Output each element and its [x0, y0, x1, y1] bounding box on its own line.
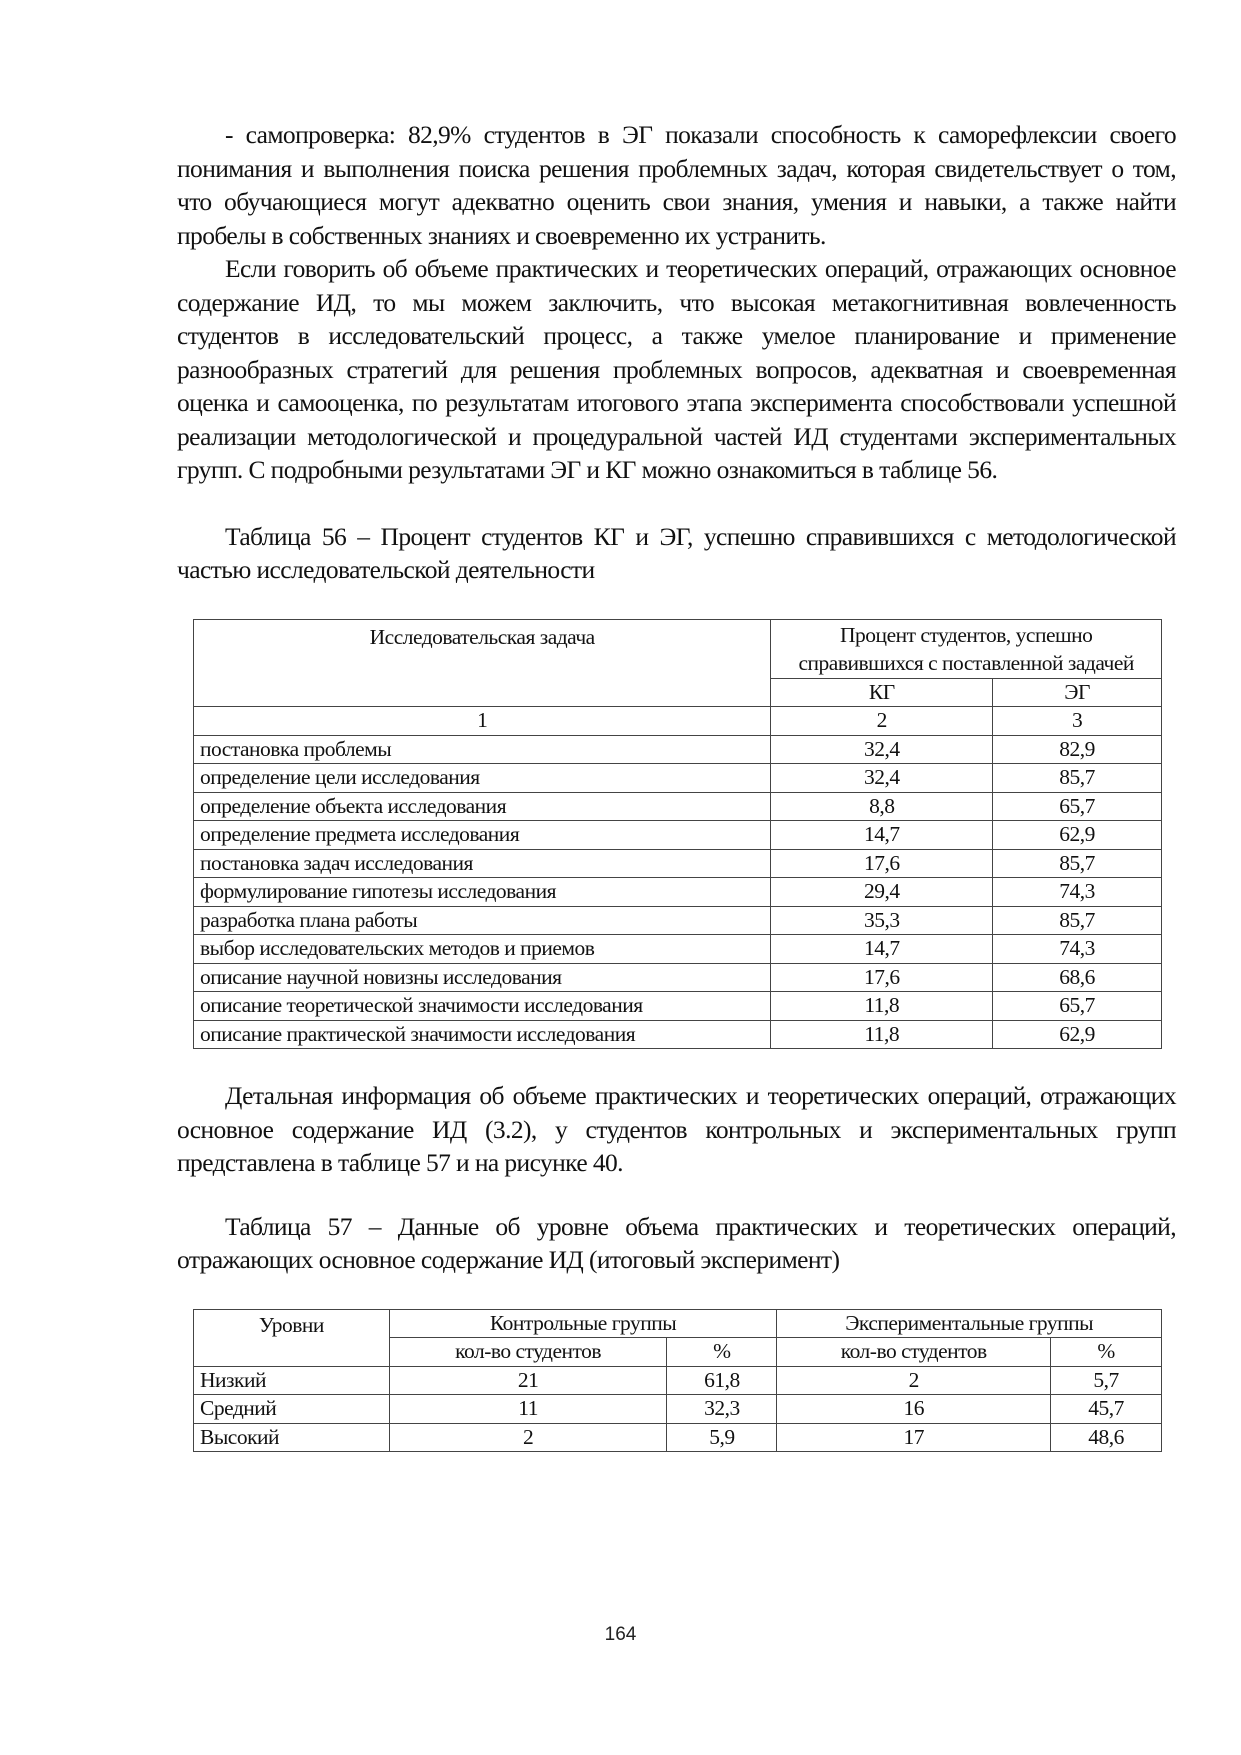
eg-cell: 85,7 — [993, 906, 1162, 935]
kg-cell: 17,6 — [771, 963, 993, 992]
table57-caption: Таблица 57 – Данные об уровне объема практических и теоретических операций, отражающих основное содержание ИД (итоговый эксперимент) — [177, 1211, 1176, 1274]
eg-percent-cell: 48,6 — [1051, 1423, 1162, 1452]
paragraph-self-check: - самопроверка: 82,9% студентов в ЭГ показали способность к саморефлексии своего понимания и выполнения поиска решения проблемных задач, которая свидетельствует о том, что обучающиеся могут адекватно оценить свои знания, умения и навыки, а также найти пробелы в собственных знаниях и своевременно их устранить. — [177, 120, 1176, 250]
kg-cell: 11,8 — [771, 1020, 993, 1049]
kg-cell: 17,6 — [771, 849, 993, 878]
kg-percent-cell: 61,8 — [667, 1366, 777, 1395]
kg-cell: 32,4 — [771, 764, 993, 793]
header-levels: Уровни — [194, 1309, 390, 1366]
kg-percent-cell: 32,3 — [667, 1395, 777, 1424]
col-number: 2 — [771, 707, 993, 736]
header-kg-count: кол-во студентов — [389, 1338, 667, 1367]
eg-cell: 74,3 — [993, 878, 1162, 907]
eg-cell: 82,9 — [993, 735, 1162, 764]
task-cell: описание научной новизны исследования — [194, 963, 771, 992]
eg-cell: 65,7 — [993, 992, 1162, 1021]
table-57 — [193, 1309, 1162, 1453]
header-experimental-groups: Экспериментальные группы — [777, 1309, 1162, 1338]
level-cell: Средний — [194, 1395, 390, 1424]
table-row — [194, 963, 1162, 992]
col-number: 1 — [194, 707, 771, 736]
table-row — [194, 1020, 1162, 1049]
kg-count-cell: 2 — [389, 1423, 667, 1452]
task-cell: разработка плана работы — [194, 906, 771, 935]
eg-cell: 62,9 — [993, 1020, 1162, 1049]
table-row — [194, 764, 1162, 793]
table-row — [194, 1423, 1162, 1452]
level-cell: Высокий — [194, 1423, 390, 1452]
task-cell: формулирование гипотезы исследования — [194, 878, 771, 907]
kg-cell: 32,4 — [771, 735, 993, 764]
eg-cell: 68,6 — [993, 963, 1162, 992]
kg-cell: 11,8 — [771, 992, 993, 1021]
eg-cell: 65,7 — [993, 792, 1162, 821]
paragraph-detail-info: Детальная информация об объеме практических и теоретических операций, отражающих основное содержание ИД (3.2), у студентов контрольных и экспериментальных групп представлена в таблице 57 и на рисунке 40. — [177, 1081, 1176, 1177]
task-cell: выбор исследовательских методов и приемов — [194, 935, 771, 964]
table56-numbering-row — [194, 707, 1162, 736]
table-row — [194, 1366, 1162, 1395]
table56-header-row — [194, 619, 1162, 678]
eg-cell: 62,9 — [993, 821, 1162, 850]
eg-cell: 85,7 — [993, 849, 1162, 878]
task-cell: описание практической значимости исследования — [194, 1020, 771, 1049]
table-row — [194, 906, 1162, 935]
kg-cell: 8,8 — [771, 792, 993, 821]
paragraph-conclusion: Если говорить об объеме практических и теоретических операций, отражающих основное содержание ИД, то мы можем заключить, что высокая метакогнитивная вовлеченность студентов в исследовательский процесс, а также умелое планирование и применение разнообразных стратегий для решения проблемных вопросов, адекватная и своевременная оценка и самооценка, по результатам итогового этапа эксперимента способствовали успешной реализации методологической и процедуральной частей ИД студентами экспериментальных групп. С подробными результатами ЭГ и КГ можно ознакомиться в таблице 56. — [177, 254, 1176, 484]
header-percent: Процент студентов, успешно справившихся с поставленной задачей — [771, 619, 1162, 678]
header-eg-percent: % — [1051, 1338, 1162, 1367]
task-cell: определение предмета исследования — [194, 821, 771, 850]
table56-caption: Таблица 56 – Процент студентов КГ и ЭГ, успешно справившихся с методологической частью исследовательской деятельности — [177, 521, 1176, 584]
eg-cell: 74,3 — [993, 935, 1162, 964]
kg-count-cell: 21 — [389, 1366, 667, 1395]
kg-cell: 29,4 — [771, 878, 993, 907]
task-cell: постановка проблемы — [194, 735, 771, 764]
table-row — [194, 792, 1162, 821]
table-row — [194, 878, 1162, 907]
table-row — [194, 735, 1162, 764]
eg-percent-cell: 5,7 — [1051, 1366, 1162, 1395]
level-cell: Низкий — [194, 1366, 390, 1395]
kg-percent-cell: 5,9 — [667, 1423, 777, 1452]
task-cell: постановка задач исследования — [194, 849, 771, 878]
document-page — [177, 118, 1176, 1452]
header-eg: ЭГ — [993, 678, 1162, 707]
task-cell: описание теоретической значимости исследования — [194, 992, 771, 1021]
col-number: 3 — [993, 707, 1162, 736]
header-eg-count: кол-во студентов — [777, 1338, 1051, 1367]
eg-count-cell: 16 — [777, 1395, 1051, 1424]
table57-header-row — [194, 1309, 1162, 1338]
eg-count-cell: 2 — [777, 1366, 1051, 1395]
header-task: Исследовательская задача — [194, 619, 771, 707]
table-row — [194, 849, 1162, 878]
task-cell: определение цели исследования — [194, 764, 771, 793]
eg-cell: 85,7 — [993, 764, 1162, 793]
table-56 — [193, 619, 1162, 1050]
eg-percent-cell: 45,7 — [1051, 1395, 1162, 1424]
eg-count-cell: 17 — [777, 1423, 1051, 1452]
kg-cell: 14,7 — [771, 935, 993, 964]
kg-cell: 35,3 — [771, 906, 993, 935]
header-kg-percent: % — [667, 1338, 777, 1367]
table-row — [194, 935, 1162, 964]
table-row — [194, 992, 1162, 1021]
table-row — [194, 821, 1162, 850]
header-control-groups: Контрольные группы — [389, 1309, 777, 1338]
kg-count-cell: 11 — [389, 1395, 667, 1424]
kg-cell: 14,7 — [771, 821, 993, 850]
page-number: 164 — [604, 1624, 637, 1645]
table-row — [194, 1395, 1162, 1424]
header-kg: КГ — [771, 678, 993, 707]
task-cell: определение объекта исследования — [194, 792, 771, 821]
